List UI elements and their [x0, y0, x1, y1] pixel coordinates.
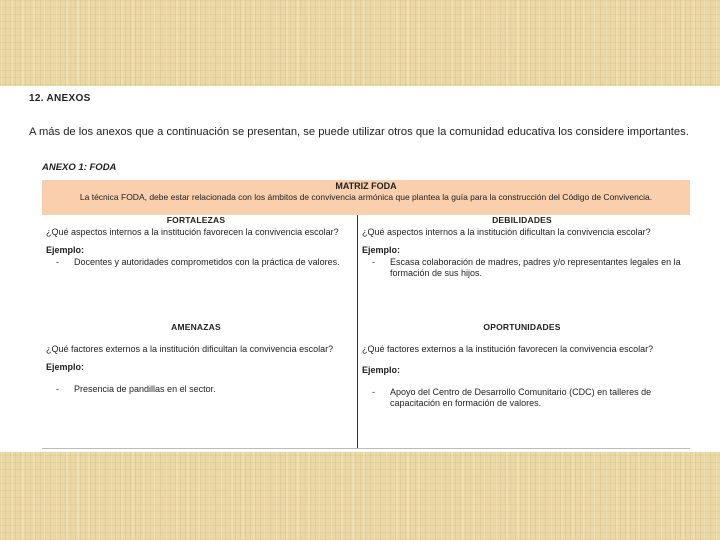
quadrant-title: DEBILIDADES	[492, 215, 552, 225]
quadrant-question: ¿Qué factores externos a la institución favorecen la convivencia escolar?	[362, 343, 654, 354]
example-label: Ejemplo:	[362, 365, 401, 375]
quadrant-title: OPORTUNIDADES	[483, 322, 561, 332]
example-label: Ejemplo:	[46, 245, 85, 255]
bullet-dash: -	[372, 386, 375, 397]
bullet-text: Apoyo del Centro de Desarrollo Comunitario (CDC) en talleres de capacitación en formación de valores.	[390, 386, 652, 408]
document-page	[0, 86, 720, 452]
section-title: 12. ANEXOS	[29, 93, 91, 104]
bottom-rule	[42, 448, 690, 449]
example-label: Ejemplo:	[362, 245, 401, 255]
foda-matrix	[42, 180, 690, 449]
example-item	[46, 384, 346, 396]
bullet-text: Presencia de pandillas en el sector.	[74, 383, 216, 394]
example-item	[362, 257, 682, 280]
quadrant-question: ¿Qué factores externos a la institución dificultan la convivencia escolar?	[46, 343, 334, 354]
quadrant-title: FORTALEZAS	[166, 215, 226, 225]
matrix-header	[42, 180, 690, 215]
quadrant-debilidades	[362, 215, 682, 280]
example-label: Ejemplo:	[46, 362, 85, 372]
example-item	[46, 257, 346, 269]
bullet-dash: -	[372, 256, 375, 267]
matrix-title: MATRIZ FODA	[335, 181, 397, 191]
quadrant-oportunidades	[362, 322, 682, 410]
quadrant-title: AMENAZAS	[171, 322, 221, 332]
example-item	[362, 387, 682, 410]
column-divider	[357, 215, 358, 449]
bullet-text: Docentes y autoridades comprometidos con la práctica de valores.	[74, 256, 340, 267]
bullet-dash: -	[56, 383, 59, 394]
quadrant-fortalezas	[46, 215, 346, 268]
bullet-text: Escasa colaboración de madres, padres y/o representantes legales en la formación de sus hijos.	[390, 256, 681, 278]
matrix-description: La técnica FODA, debe estar relacionada con los ámbitos de convivencia armónica que plantea la guía para la construcción del Código de Convivencia.	[79, 192, 653, 202]
annex-title: ANEXO 1: FODA	[42, 162, 117, 173]
quadrant-question: ¿Qué aspectos internos a la institución favorecen la convivencia escolar?	[46, 226, 339, 237]
quadrant-amenazas	[46, 322, 346, 395]
quadrant-question: ¿Qué aspectos internos a la institución dificultan la convivencia escolar?	[362, 226, 651, 237]
intro-paragraph: A más de los anexos que a continuación se presentan, se puede utilizar otros que la comunidad educativa los considere importantes.	[29, 126, 689, 138]
bullet-dash: -	[56, 256, 59, 267]
